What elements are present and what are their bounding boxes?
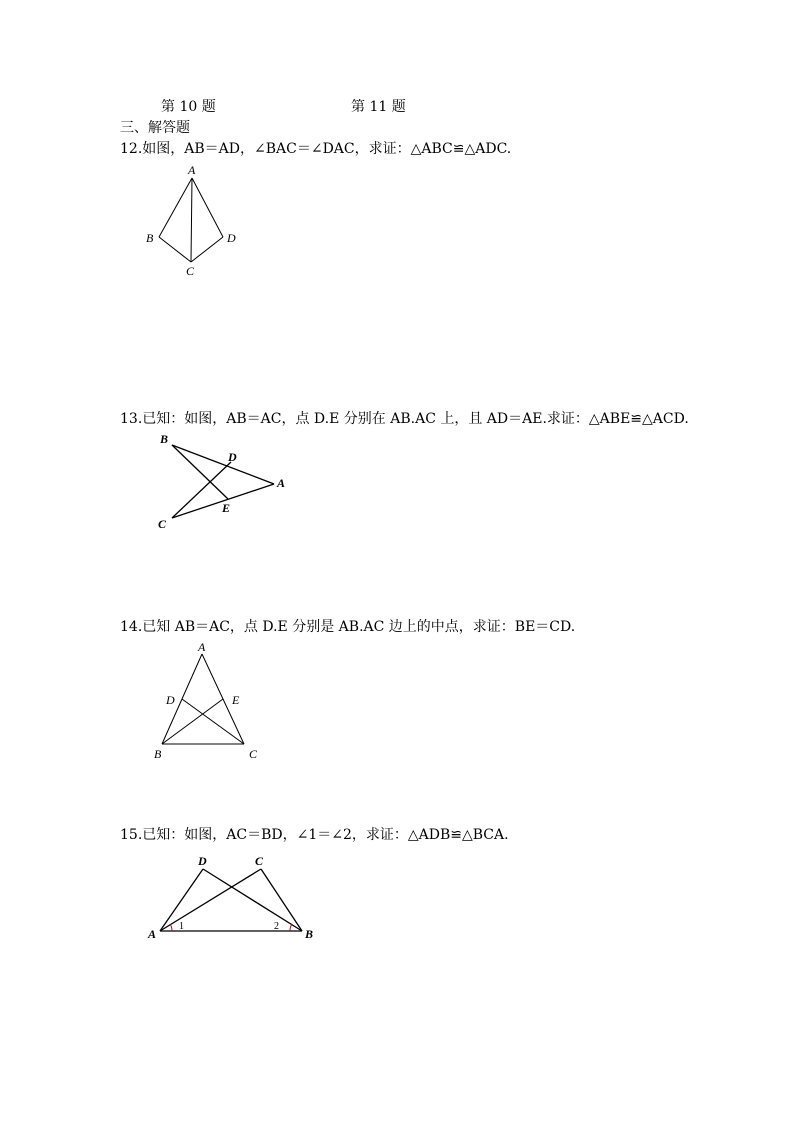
caption-question-11: 第 11 题 [351, 99, 406, 115]
vertex-label-d: D [227, 231, 236, 245]
figure-problem-12 [140, 160, 250, 285]
vertex-label-a: A [277, 476, 286, 490]
vertex-label-c: C [249, 747, 258, 761]
problem-14-text: 14.已知 AB＝AC，点 D.E 分别是 AB.AC 边上的中点，求证：BE＝CD. [120, 619, 576, 635]
vertex-label-e: E [222, 501, 231, 515]
angle-label-1: 1 [179, 921, 184, 932]
vertex-label-b: B [305, 927, 314, 941]
vertex-label-c: C [255, 854, 264, 868]
caption-question-10: 第 10 题 [161, 99, 216, 115]
vertex-label-a: A [198, 640, 206, 654]
vertex-label-a: A [148, 927, 157, 941]
vertex-label-c: C [158, 517, 167, 531]
problem-12-text: 12.如图，AB＝AD，∠BAC＝∠DAC，求证：△ABC≌△ADC. [120, 141, 512, 157]
problem-13-text: 13.已知：如图，AB＝AC，点 D.E 分别在 AB.AC 上，且 AD＝AE.求证：△ABE≌△ACD. [120, 411, 689, 427]
figure-problem-14 [145, 636, 275, 766]
vertex-label-d: D [166, 693, 175, 707]
angle-label-2: 2 [274, 921, 279, 932]
vertex-label-b: B [154, 747, 162, 761]
vertex-label-a: A [188, 163, 196, 177]
figure-problem-15 [140, 848, 330, 948]
problem-15-text: 15.已知：如图，AC＝BD，∠1＝∠2，求证：△ADB≌△BCA. [120, 827, 509, 843]
vertex-label-b: B [146, 231, 154, 245]
vertex-label-c: C [186, 264, 195, 278]
vertex-label-d: D [228, 450, 237, 464]
section-title: 三、解答题 [120, 120, 190, 136]
figure-problem-13 [150, 428, 300, 533]
vertex-label-d: D [198, 854, 207, 868]
vertex-label-b: B [160, 432, 169, 446]
vertex-label-e: E [232, 693, 240, 707]
